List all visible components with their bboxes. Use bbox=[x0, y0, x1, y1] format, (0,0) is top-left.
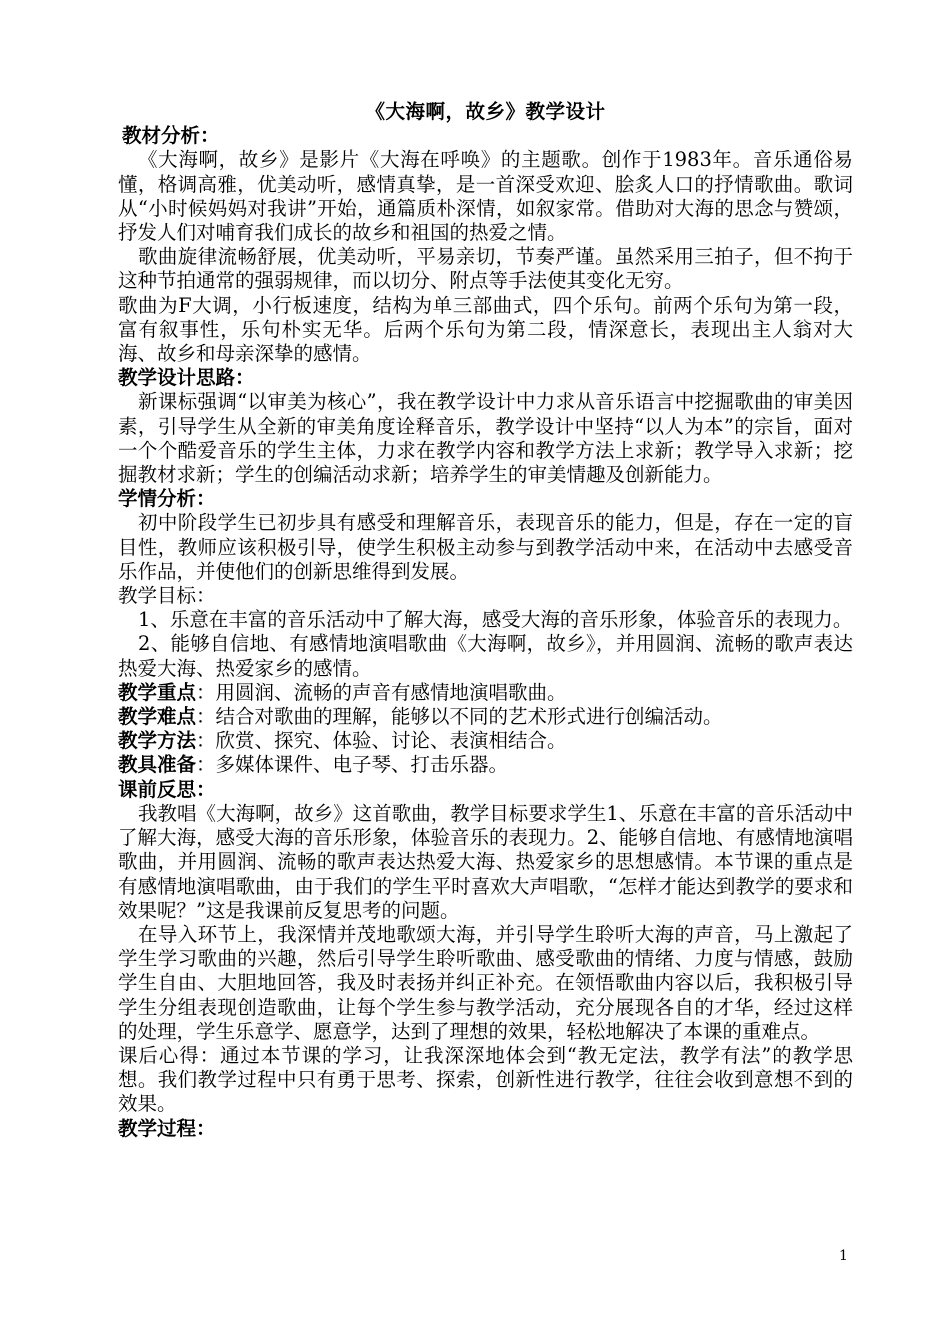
key-point-text: ：用圆润、流畅的声音有感情地演唱歌曲。 bbox=[196, 680, 567, 704]
paragraph: 歌曲为F大调，小行板速度，结构为单三部曲式，四个乐句。前两个乐句为第一段，富有叙事性，乐句朴实无华。后两个乐句为第二段，情深意长，表现出主人翁对大海、故乡和母亲深挚的感情。 bbox=[118, 293, 853, 366]
paragraph: 新课标强调“以审美为核心”，我在教学设计中力求从音乐语言中挖掘歌曲的审美因素，引导学生从全新的审美角度诠释音乐，教学设计中坚持“以人为本”的宗旨，面对一个个酷爱音乐的学生主体，力求在教学内容和教学方法上求新；教学导入求新；挖掘教材求新；学生的创编活动求新；培养学生的审美情趣及创新能力。 bbox=[118, 390, 853, 487]
tools-text: ：多媒体课件、电子琴、打击乐器。 bbox=[196, 753, 509, 777]
goal-item: 2、能够自信地、有感情地演唱歌曲《大海啊，故乡》，并用圆润、流畅的歌声表达热爱大海、热爱家乡的感情。 bbox=[118, 632, 853, 680]
method-line bbox=[118, 729, 853, 753]
section-heading-student: 学情分析： bbox=[118, 487, 216, 511]
section-heading-reflect: 课前反思： bbox=[118, 777, 216, 801]
section-heading-analysis: 教材分析： bbox=[122, 124, 220, 148]
paragraph: 《大海啊，故乡》是影片《大海在呼唤》的主题歌。创作于1983年。音乐通俗易懂，格调高雅，优美动听，感情真挚，是一首深受欢迎、脍炙人口的抒情歌曲。歌词从“小时候妈妈对我讲”开始，通篇质朴深情，如叙家常。借助对大海的思念与赞颂，抒发人们对哺育我们成长的故乡和祖国的热爱之情。 bbox=[118, 148, 853, 245]
section-heading-process: 教学过程： bbox=[118, 1116, 216, 1140]
paragraph: 在导入环节上，我深情并茂地歌颂大海，并引导学生聆听大海的声音，马上激起了学生学习歌曲的兴趣，然后引导学生聆听歌曲、感受歌曲的情绪、力度与情感，鼓励学生自由、大胆地回答，我及时表扬并纠正补充。在领悟歌曲内容以后，我积极引导学生分组表现创造歌曲，让每个学生参与教学活动，充分展现各自的才华，经过这样的处理，学生乐意学、愿意学，达到了理想的效果，轻松地解决了本课的重难点。 bbox=[118, 922, 853, 1043]
tools-label: 教具准备 bbox=[118, 753, 197, 777]
paragraph: 歌曲旋律流畅舒展，优美动听，平易亲切，节奏严谨。虽然采用三拍子，但不拘于这种节拍通常的强弱规律，而以切分、附点等手法使其变化无穷。 bbox=[118, 245, 853, 293]
difficulty-text: ：结合对歌曲的理解，能够以不同的艺术形式进行创编活动。 bbox=[196, 705, 723, 729]
paragraph: 我教唱《大海啊，故乡》这首歌曲，教学目标要求学生1、乐意在丰富的音乐活动中了解大海，感受大海的音乐形象，体验音乐的表现力。2、能够自信地、有感情地演唱歌曲，并用圆润、流畅的歌声表达热爱大海、热爱家乡的思想感情。本节课的重点是有感情地演唱歌曲，由于我们的学生平时喜欢大声唱歌，“怎样才能达到教学的要求和效果呢？”这是我课前反复思考的问题。 bbox=[118, 801, 853, 922]
method-text: ：欣赏、探究、体验、讨论、表演相结合。 bbox=[196, 729, 567, 753]
difficulty-line bbox=[118, 705, 853, 729]
document-title: 《大海啊，故乡》教学设计 bbox=[365, 100, 606, 123]
difficulty-label: 教学难点 bbox=[118, 705, 197, 729]
key-point-label: 教学重点 bbox=[118, 680, 197, 704]
method-label: 教学方法 bbox=[118, 729, 197, 753]
document-page bbox=[118, 100, 853, 1141]
goal-item: 1、乐意在丰富的音乐活动中了解大海，感受大海的音乐形象，体验音乐的表现力。 bbox=[138, 608, 853, 632]
paragraph: 课后心得：通过本节课的学习，让我深深地体会到“教无定法，教学有法”的教学思想。我们教学过程中只有勇于思考、探索，创新性进行教学，往往会收到意想不到的效果。 bbox=[118, 1043, 853, 1116]
paragraph: 初中阶段学生已初步具有感受和理解音乐，表现音乐的能力，但是，存在一定的盲目性，教师应该积极引导，使学生积极主动参与到教学活动中来，在活动中去感受音乐作品，并使他们的创新思维得到发展。 bbox=[118, 511, 853, 583]
tools-line bbox=[118, 753, 853, 777]
section-heading-goals: 教学目标： bbox=[118, 584, 216, 608]
section-heading-design: 教学设计思路： bbox=[118, 366, 255, 390]
page-number: 1 bbox=[839, 1248, 848, 1264]
key-point-line bbox=[118, 681, 853, 705]
